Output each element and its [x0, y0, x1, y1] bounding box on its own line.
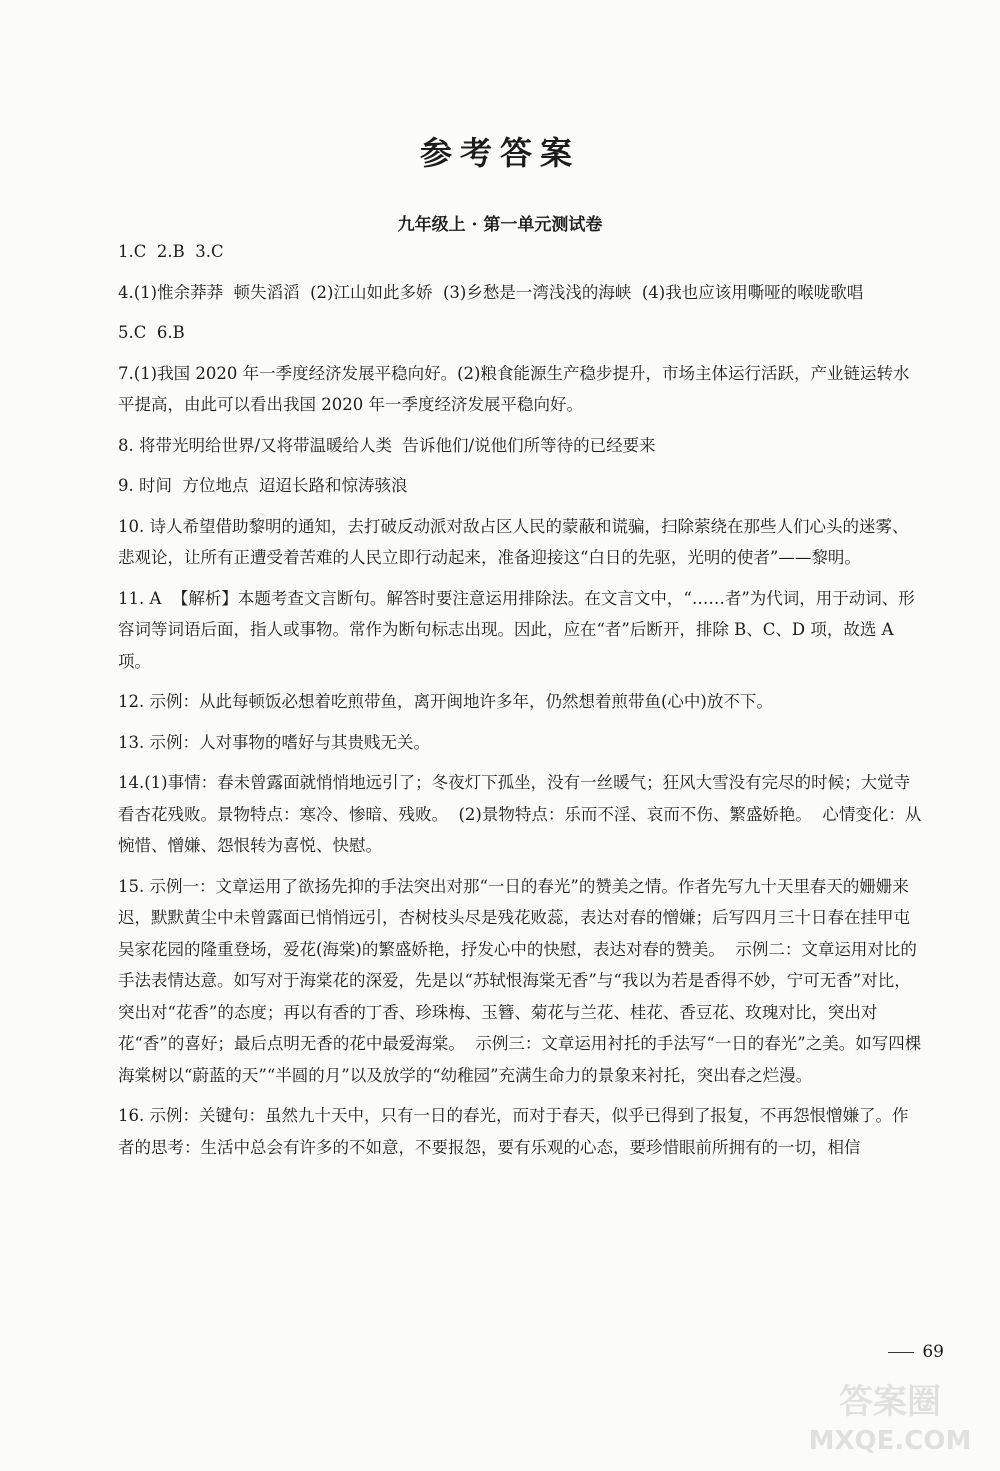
svg-text:答案圈: 答案圈 [839, 1382, 941, 1422]
svg-text:MXQE.COM: MXQE.COM [808, 1426, 972, 1456]
answer-item-1-3: 1.C 2.B 3.C [118, 242, 224, 261]
answer-item-4: 4.(1)惟余莽莽 顿失滔滔 (2)江山如此多娇 (3)乡愁是一湾浅浅的海峡 (4)我也应该用嘶哑的喉咙歌唱 [118, 282, 864, 302]
answer-item-15: 15. 示例一：文章运用了欲扬先抑的手法突出对那“一日的春光”的赞美之情。作者先写九十天里春天的姗姗来迟，默默黄尘中未曾露面已悄悄远引，杏树枝头尽是残花败蕊，表达对春的憎嫌；后写四月三十日春在挂甲屯吴家花园的隆重登场，爱花(海棠)的繁盛娇艳，抒发心中的快慰，表达对春的赞美。 示例二：文章运用对比的手法表情达意。如写对于海棠花的深爱，先是以“苏轼恨海棠无香”与“我以为若是香得不妙，宁可无香”对比，突出对“花香”的态度；再以有香的丁香、珍珠梅、玉簪、菊花与兰花、桂花、香豆花、玫瑰对比，突出对花“香”的喜好；最后点明无香的花中最爱海棠。 示例三：文章运用衬托的手法写“一日的春光”之美。如写四棵海棠树以“蔚蓝的天”“半圆的月”以及放学的“幼稚园”充满生命力的景象来衬托，突出春之烂漫。 [118, 876, 922, 1085]
section-subtitle: 九年级上 · 第一单元测试卷 [397, 215, 603, 235]
answer-item-13: 13. 示例：人对事物的嗜好与其贵贱无关。 [118, 732, 430, 752]
answer-item-7: 7.(1)我国 2020 年一季度经济发展平稳向好。(2)粮食能源生产稳步提升，市场主体运行活跃，产业链运转水平提高，由此可以看出我国 2020 年一季度经济发展平稳向好。 [118, 363, 910, 414]
answer-item-14: 14.(1)事情：春未曾露面就悄悄地远引了；冬夜灯下孤坐，没有一丝暖气；狂风大雪没有完尽的时候；大觉寺看杏花残败。景物特点：寒冷、惨暗、残败。 (2)景物特点：乐而不淫、哀而不伤、繁盛娇艳。 心情变化：从惋惜、憎嫌、怨恨转为喜悦、快慰。 [118, 773, 922, 855]
answer-item-11: 11. A 【解析】本题考查文言断句。解答时要注意运用排除法。在文言文中，“……者”为代词，用于动词、形容词等词语后面，指人或事物。常作为断句标志出现。因此，应在“者”后断开，排除 B、C、D 项，故选 A 项。 [118, 588, 915, 671]
page-title: 参考答案 [419, 134, 580, 172]
watermark-logo [790, 1371, 990, 1461]
answer-item-16: 16. 示例：关键句：虽然九十天中，只有一日的春光，而对于春天，似乎已得到了报复，不再怨恨憎嫌了。作者的思考：生活中总会有许多的不如意，不要报怨，要有乐观的心态，要珍惜眼前所拥有的一切，相信 [118, 1106, 909, 1157]
answer-item-12: 12. 示例：从此每顿饭必想着吃煎带鱼，离开闽地许多年，仍然想着煎带鱼(心中)放不下。 [118, 692, 773, 711]
answer-item-5-6: 5.C 6.B [118, 323, 185, 342]
answer-item-10: 10. 诗人希望借助黎明的通知，去打破反动派对敌占区人民的蒙蔽和谎骗，扫除萦绕在那些人们心头的迷雾、悲观论，让所有正遭受着苦难的人民立即行动起来，准备迎接这“白日的先驱，光明的使者”——黎明。 [118, 516, 909, 567]
answer-item-9: 9. 时间 方位地点 迢迢长路和惊涛骇浪 [118, 476, 408, 495]
answer-item-8: 8. 将带光明给世界/又将带温暖给人类 告诉他们/说他们所等待的已经要来 [118, 435, 656, 455]
answer-list [118, 236, 924, 1172]
page-number: 69 [888, 1342, 944, 1362]
